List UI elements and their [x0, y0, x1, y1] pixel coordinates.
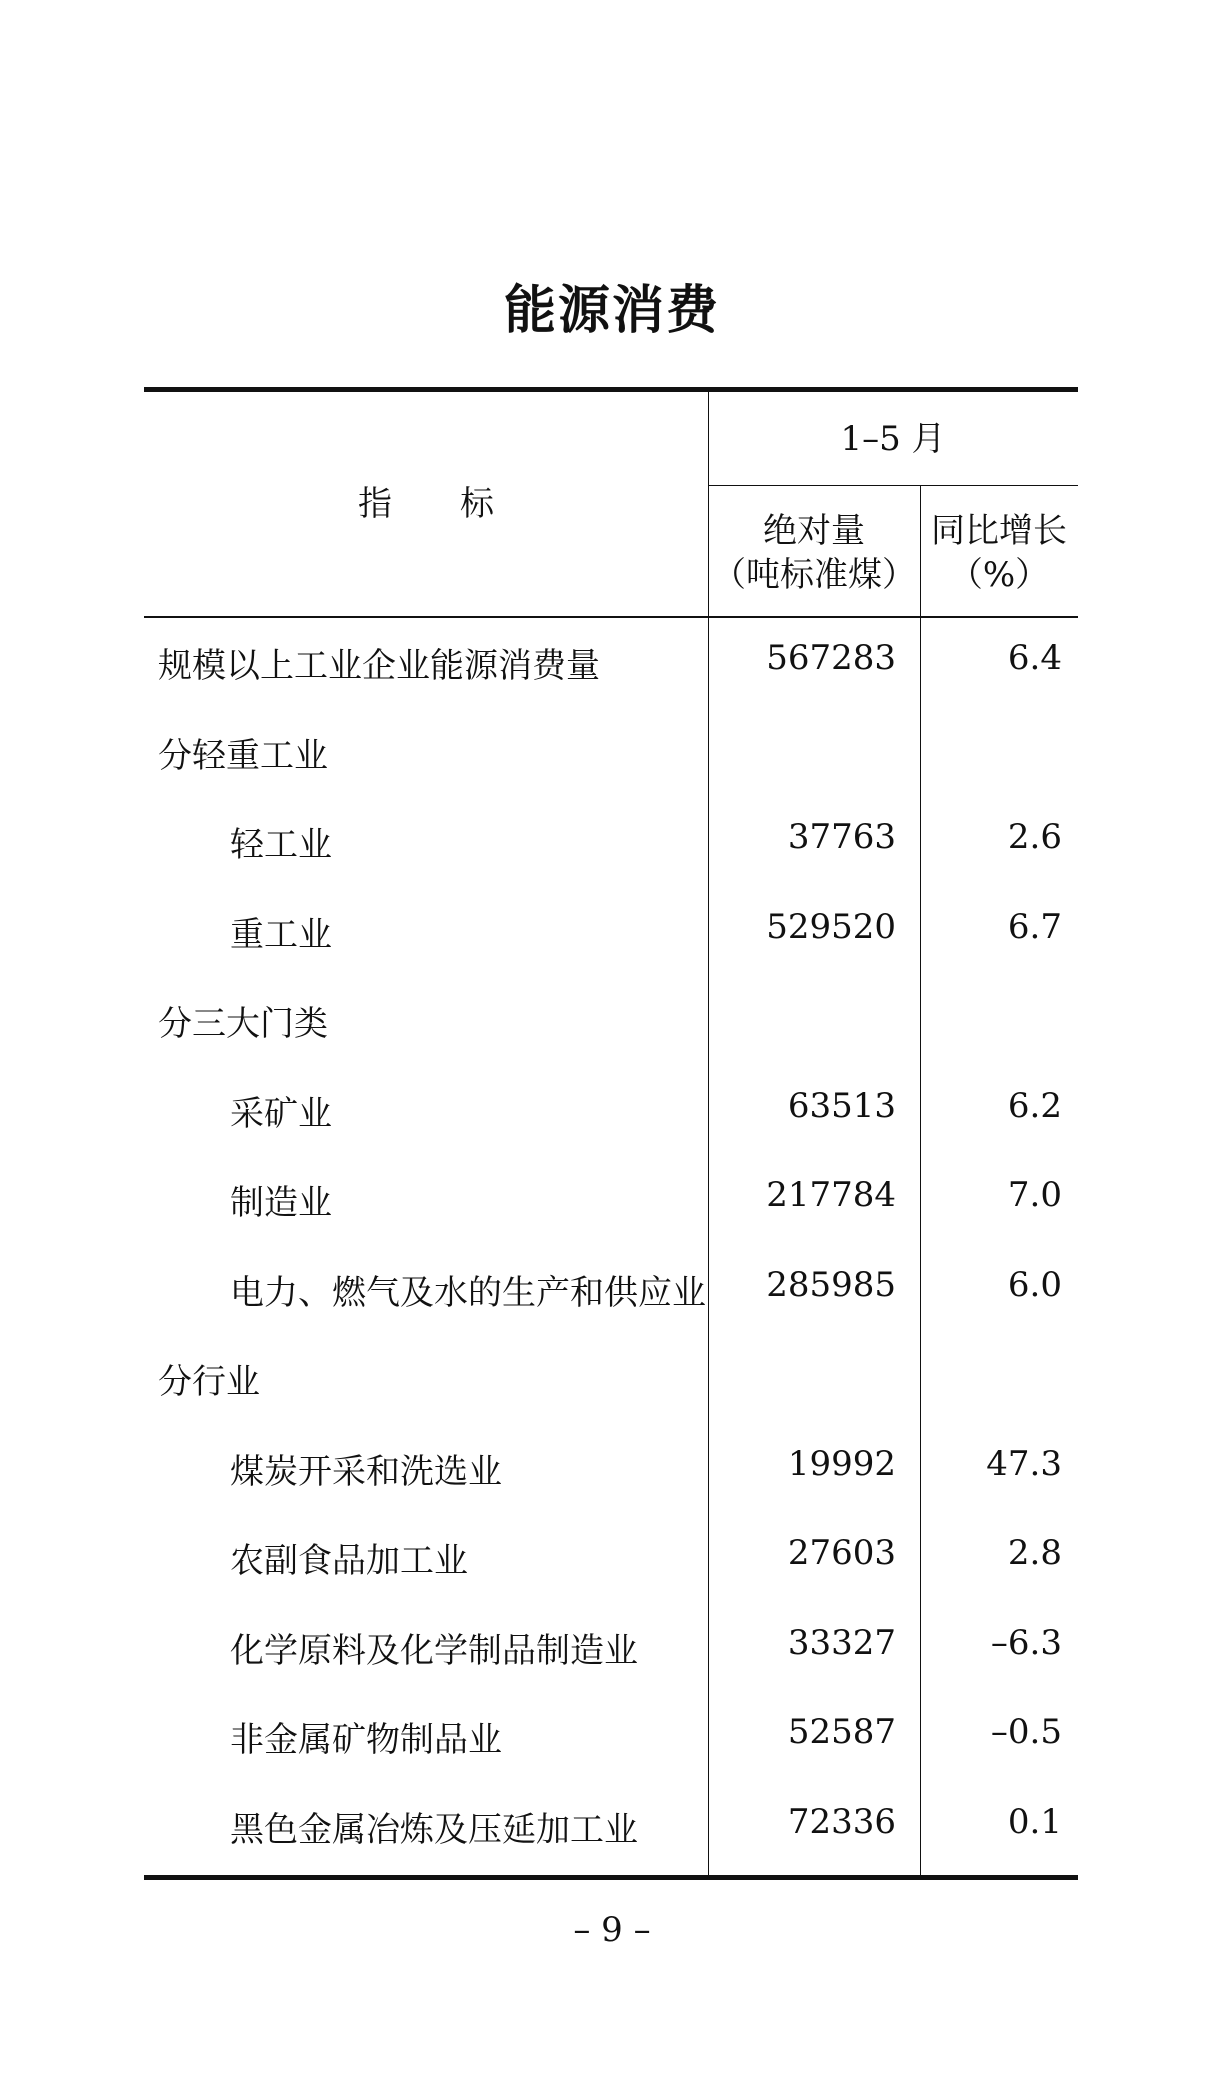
page-title: 能源消费: [503, 281, 720, 341]
period-divider: [708, 485, 1078, 486]
row-absolute-value: 27603: [787, 1533, 896, 1573]
table-row: [144, 1155, 1078, 1245]
row-indicator-name: 重工业: [230, 914, 332, 955]
row-absolute-value: 217784: [766, 1175, 896, 1215]
header-yoy-line2: （%）: [948, 555, 1050, 596]
row-absolute-value: 63513: [787, 1085, 896, 1126]
header-indicator: 指 标: [358, 484, 494, 524]
table-row: [144, 797, 1078, 887]
table-row: [144, 1692, 1078, 1782]
table-row: [144, 887, 1078, 977]
row-yoy-growth: 6.4: [1007, 638, 1062, 678]
table-row: [144, 1782, 1078, 1872]
table-row: [144, 976, 1078, 1066]
row-yoy-growth: 0.1: [1007, 1801, 1062, 1842]
header-absolute-line2: （吨标准煤）: [712, 555, 916, 596]
row-yoy-growth: 47.3: [986, 1443, 1062, 1484]
row-indicator-name: 规模以上工业企业能源消费量: [158, 646, 600, 686]
row-absolute-value: 72336: [787, 1801, 896, 1842]
row-yoy-growth: 2.6: [1007, 817, 1062, 857]
row-absolute-value: 529520: [766, 906, 896, 947]
row-indicator-name: 采矿业: [230, 1093, 332, 1134]
table-row: [144, 1066, 1078, 1156]
row-yoy-growth: 2.8: [1007, 1533, 1062, 1573]
page-number: – 9 –: [573, 1910, 651, 1950]
header-absolute: [708, 509, 920, 597]
table-row: [144, 708, 1078, 798]
row-indicator-name: 轻工业: [230, 825, 332, 865]
table-row: [144, 1245, 1078, 1335]
energy-consumption-table: [144, 387, 1078, 1880]
row-yoy-growth: 6.7: [1007, 906, 1062, 947]
row-yoy-growth: 6.2: [1007, 1085, 1062, 1126]
header-absolute-line1: 绝对量: [763, 511, 865, 551]
row-indicator-name: 非金属矿物制品业: [230, 1720, 502, 1760]
row-yoy-growth: –6.3: [990, 1622, 1062, 1663]
row-absolute-value: 19992: [787, 1443, 896, 1484]
row-indicator-name: 分行业: [158, 1362, 260, 1402]
table-row: [144, 1334, 1078, 1424]
row-absolute-value: 567283: [766, 638, 896, 678]
row-absolute-value: 52587: [787, 1712, 896, 1752]
table-row: [144, 1424, 1078, 1514]
table-top-rule: [144, 387, 1078, 392]
row-yoy-growth: 6.0: [1007, 1264, 1062, 1305]
row-indicator-name: 黑色金属冶炼及压延加工业: [230, 1809, 638, 1850]
row-indicator-name: 化学原料及化学制品制造业: [230, 1630, 638, 1671]
table-row: [144, 618, 1078, 708]
row-yoy-growth: –0.5: [990, 1712, 1062, 1752]
row-absolute-value: 37763: [787, 817, 896, 857]
header-period: 1–5 月: [840, 419, 946, 459]
row-indicator-name: 分三大门类: [158, 1004, 328, 1044]
row-yoy-growth: 7.0: [1007, 1175, 1062, 1215]
header-yoy: [920, 509, 1078, 597]
table-row: [144, 1603, 1078, 1693]
table-bottom-rule: [144, 1875, 1078, 1880]
row-indicator-name: 分轻重工业: [158, 735, 328, 776]
row-indicator-name: 制造业: [230, 1183, 332, 1223]
row-absolute-value: 285985: [766, 1264, 896, 1305]
row-indicator-name: 煤炭开采和洗选业: [230, 1451, 502, 1492]
row-indicator-name: 电力、燃气及水的生产和供应业: [230, 1272, 706, 1313]
table-row: [144, 1513, 1078, 1603]
header-yoy-line1: 同比增长: [931, 511, 1067, 551]
row-indicator-name: 农副食品加工业: [230, 1541, 468, 1581]
row-absolute-value: 33327: [787, 1622, 896, 1663]
table-body: [144, 618, 1078, 1871]
